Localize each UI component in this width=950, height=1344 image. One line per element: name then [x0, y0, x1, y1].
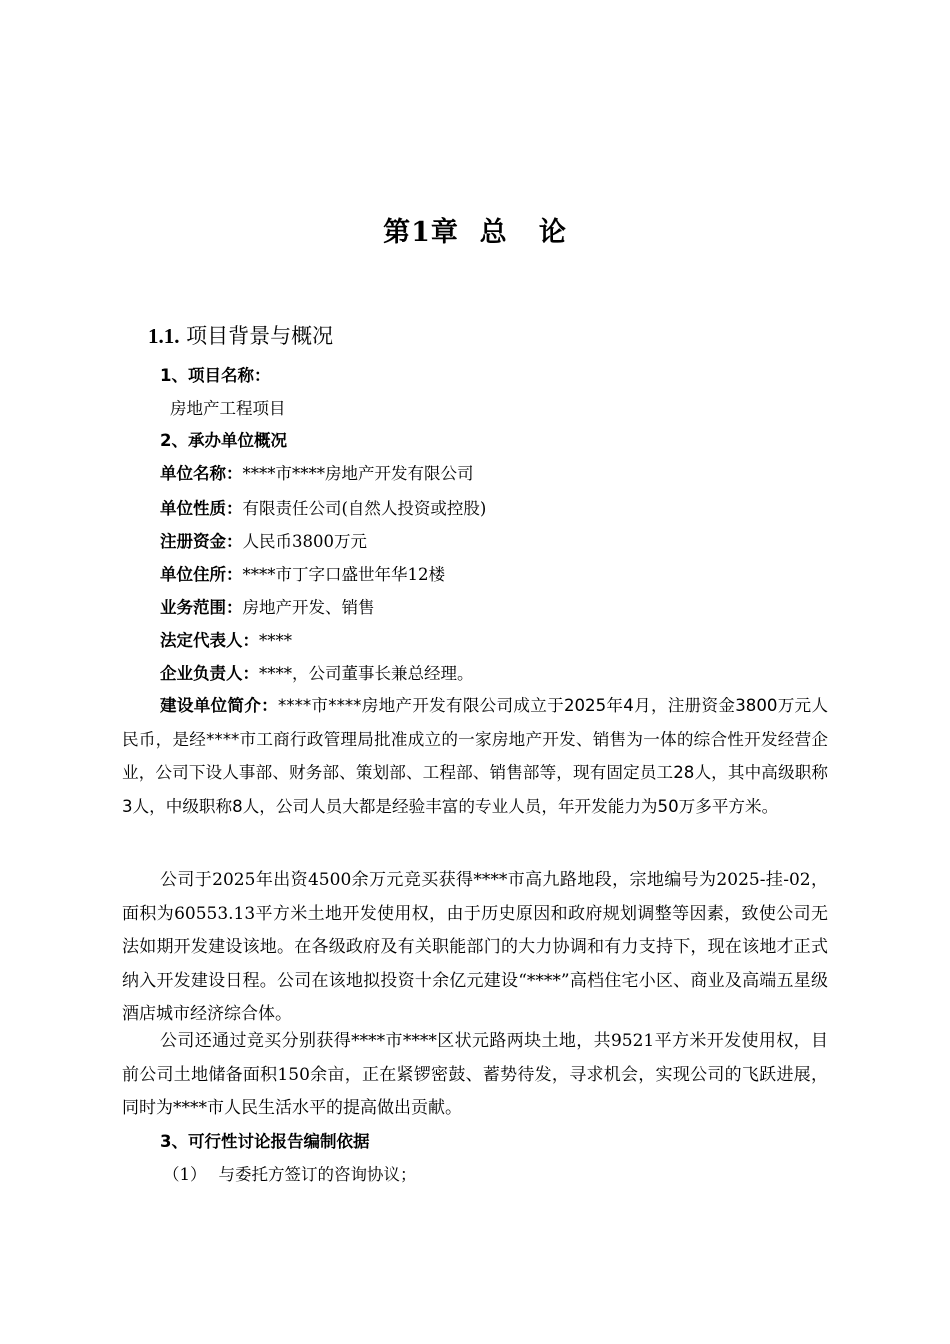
item1-heading: 1、项目名称： — [160, 366, 271, 385]
field-registered-capital — [160, 530, 367, 554]
field-unit-type — [160, 497, 486, 521]
field-value: ****市****房地产开发有限公司 — [242, 464, 474, 483]
land-paragraph-1: 公司于2025年出资4500余万元竞买获得****市高九路地段，宗地编号为2025-挂-02，面积为60553.13平方米土地开发使用权，由于历史原因和政府规划调整等因素，致使公司无法如期开发建设该地。在各级政府及有关职能部门的大力协调和有力支持下，现在该地才正式纳入开发建设日程。公司在该地拟投资十余亿元建设“****”高档住宅小区、商业及高端五星级酒店城市经济综合体。 — [122, 870, 828, 1024]
item2-heading: 2、承办单位概况 — [160, 431, 287, 450]
intro-text: ****市****房地产开发有限公司成立于2025年4月，注册资金3800万元人民币，是经****市工商行政管理局批准成立的一家房地产开发、销售为一体的综合性开发经营企业，公司下设人事部、财务部、策划部、工程部、销售部等，现有固定员工28人，其中高级职称3人，中级职称8人，公司人员大都是经验丰富的专业人员，年开发能力为50万多平方米。 — [122, 696, 829, 816]
field-value: 有限责任公司(自然人投资或控股) — [242, 499, 487, 518]
field-label: 注册资金： — [160, 532, 243, 551]
item3-heading: 3、可行性讨论报告编制依据 — [160, 1132, 370, 1151]
field-label: 业务范围： — [160, 598, 243, 617]
field-value: 房地产开发、销售 — [242, 598, 375, 617]
field-value: 人民币3800万元 — [242, 532, 367, 551]
field-value: ****市丁字口盛世年华12楼 — [242, 565, 445, 584]
chapter-title: 第1章 总 论 — [383, 217, 567, 248]
section-number: 1.1. — [148, 324, 180, 348]
field-value: ****，公司董事长兼总经理。 — [259, 664, 474, 683]
field-label: 单位住所： — [160, 565, 243, 584]
field-legal-rep — [160, 629, 292, 653]
land-paragraph-2: 公司还通过竞买分别获得****市****区状元路两块土地，共9521平方米开发使用权，目前公司土地储备面积150余亩，正在紧锣密鼓、蓄势待发，寻求机会，实现公司的飞跃进展，同时为****市人民生活水平的提高做出贡献。 — [122, 1031, 828, 1118]
basis-number: （1） — [163, 1165, 207, 1184]
field-label: 企业负责人： — [160, 664, 259, 683]
field-label: 单位名称： — [160, 464, 243, 483]
field-unit-name — [160, 462, 474, 486]
basis-item-1 — [163, 1163, 417, 1187]
field-label: 单位性质： — [160, 499, 243, 518]
section-heading — [148, 320, 333, 350]
intro-lead: 建设单位简介： — [160, 696, 278, 715]
field-address — [160, 563, 445, 587]
section-title: 项目背景与概况 — [179, 324, 334, 348]
basis-text: 与委托方签订的咨询协议； — [218, 1165, 417, 1184]
company-intro-paragraph — [122, 689, 828, 823]
field-manager — [160, 662, 474, 686]
project-name: 房地产工程项目 — [170, 399, 286, 418]
field-label: 法定代表人： — [160, 631, 259, 650]
field-value: **** — [259, 631, 292, 650]
field-business-scope — [160, 596, 375, 620]
